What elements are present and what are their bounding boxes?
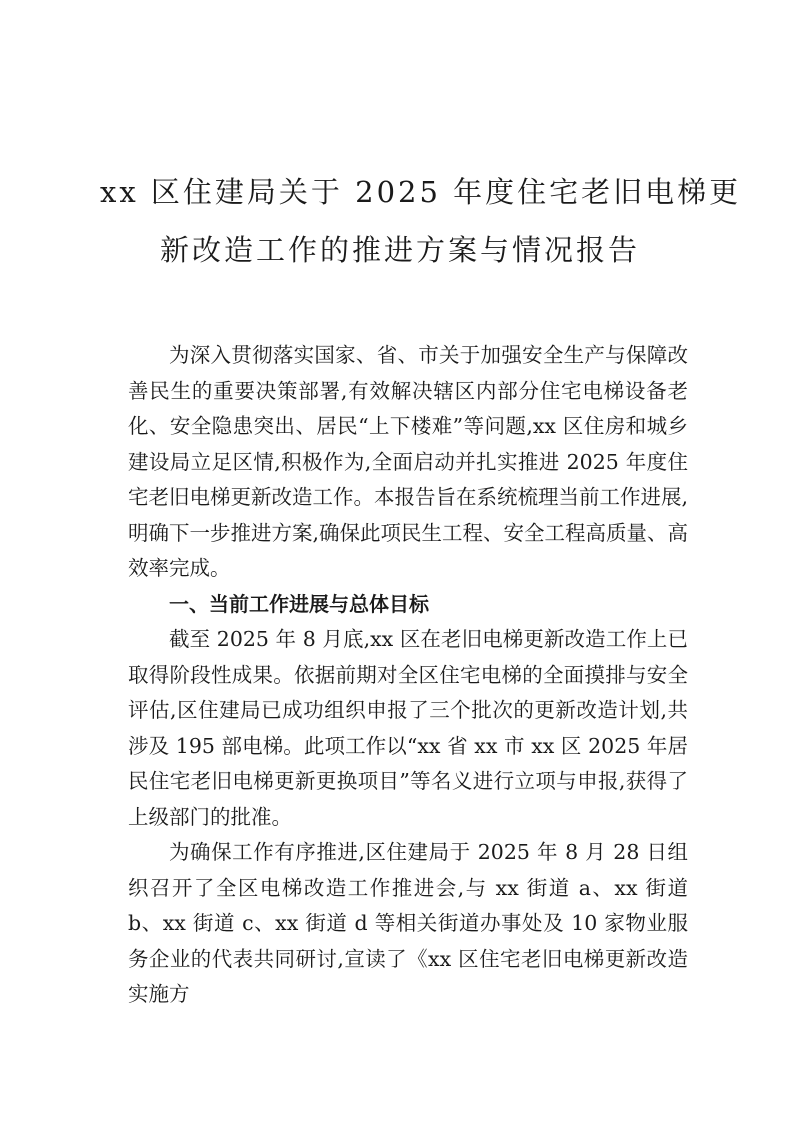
intro-paragraph: 为深入贯彻落实国家、省、市关于加强安全生产与保障改善民生的重要决策部署,有效解决辖区内部分住宅电梯设备老化、安全隐患突出、居民“上下楼难”等问题,xx 区住房和城乡建设局立足区情,积极作为,全面启动并扎实推进 2025 年度住宅老旧电梯更新改造工作。本报告旨在系统梳理当前工作进展,明确下一步推进方案,确保此项民生工程、安全工程高质量、高效率完成。 bbox=[128, 343, 689, 580]
document-title-line-2: 新改造工作的推进方案与情况报告 bbox=[159, 233, 640, 267]
document-body bbox=[128, 338, 688, 1013]
document-title-line-1: xx 区住建局关于 2025 年度住宅老旧电梯更 bbox=[100, 175, 742, 209]
section-heading: 一、当前工作进展与总体目标 bbox=[169, 591, 429, 616]
meeting-paragraph: 为确保工作有序推进,区住建局于 2025 年 8 月 28 日组织召开了全区电梯改造工作推进会,与 xx 街道 a、xx 街道 b、xx 街道 c、xx 街道 d 等相关街道办事处及 10 家物业服务企业的代表共同研讨,宣读了《xx 区住宅老旧电梯更新改造实施方 bbox=[128, 840, 688, 1006]
progress-paragraph: 截至 2025 年 8 月底,xx 区在老旧电梯更新改造工作上已取得阶段性成果。依据前期对全区住宅电梯的全面摸排与安全评估,区住建局已成功组织申报了三个批次的更新改造计划,共涉及 195 部电梯。此项工作以“xx 省 xx 市 xx 区 2025 年居民住宅老旧电梯更新更换项目”等名义进行立项与申报,获得了上级部门的批准。 bbox=[128, 627, 688, 829]
